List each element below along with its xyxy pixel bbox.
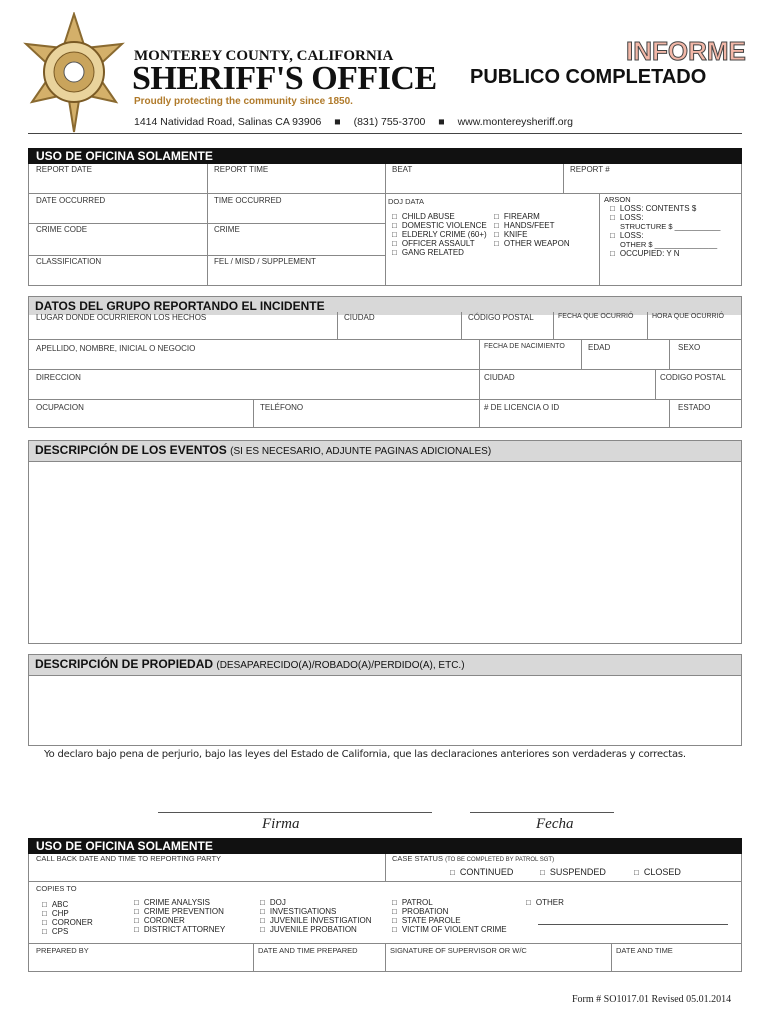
informe-title: INFORME [626, 36, 746, 66]
doj-checkbox[interactable]: □ OTHER WEAPON [494, 239, 570, 248]
codigo-postal-field[interactable]: CÓDIGO POSTAL [462, 312, 554, 340]
propiedad-textarea[interactable] [28, 672, 742, 746]
contact-line [134, 116, 573, 128]
doj-checkbox[interactable]: □ ELDERLY CRIME (60+) [392, 230, 487, 239]
copies-checkbox[interactable]: □ PROBATION [392, 907, 507, 916]
copies-checkbox[interactable]: □ DOJ [260, 898, 372, 907]
closed-checkbox[interactable]: □ CLOSED [634, 868, 681, 877]
callback-field[interactable]: CALL BACK DATE AND TIME TO REPORTING PARTY [28, 854, 386, 882]
date-time-field[interactable]: DATE AND TIME [616, 946, 673, 955]
doj-checkbox[interactable]: □ OFFICER ASSAULT [392, 239, 487, 248]
doj-checkbox[interactable]: □ DOMESTIC VIOLENCE [392, 221, 487, 230]
telefono-field[interactable]: TELÉFONO [254, 400, 480, 428]
hora-ocurrio-field[interactable]: HORA QUE OCURRIÓ [648, 312, 742, 340]
codigo-postal2-field[interactable]: CODIGO POSTAL [656, 370, 742, 400]
copies-checkbox[interactable]: □ DISTRICT ATTORNEY [134, 925, 225, 934]
fecha-nacimiento-field[interactable]: FECHA DE NACIMIENTO [480, 340, 582, 370]
date-prepared-field[interactable]: DATE AND TIME PREPARED [254, 944, 386, 972]
office-name: SHERIFF'S OFFICE [132, 60, 437, 97]
report-time-field[interactable]: REPORT TIME [208, 164, 386, 194]
tagline: Proudly protecting the community since 1850. [134, 96, 353, 107]
fel-misd-field[interactable]: FEL / MISD / SUPPLEMENT [208, 256, 386, 286]
copies-checkbox[interactable]: □ CORONER [134, 916, 225, 925]
website-link[interactable]: www.montereysheriff.org [457, 116, 573, 128]
licencia-field[interactable]: # DE LICENCIA O ID [480, 400, 670, 428]
crime-field[interactable]: CRIME [208, 224, 386, 256]
firma-label: Firma [262, 816, 300, 832]
arson-structure-checkbox[interactable]: □ LOSS: [610, 213, 643, 222]
sexo-field[interactable]: SEXO [670, 340, 742, 370]
doj-checkbox[interactable]: □ KNIFE [494, 230, 570, 239]
continued-checkbox[interactable]: □ CONTINUED [450, 868, 513, 877]
firma-line[interactable] [158, 812, 432, 813]
form-number: Form # SO1017.01 Revised 05.01.2014 [572, 994, 732, 1005]
ciudad2-field[interactable]: CIUDAD [480, 370, 656, 400]
separator-icon: ■ [334, 116, 341, 128]
fecha-line[interactable] [470, 812, 614, 813]
sheriff-badge-icon [18, 12, 130, 136]
reporting-party-bar: DATOS DEL GRUPO REPORTANDO EL INCIDENTE [28, 296, 742, 315]
fecha-ocurrio-field[interactable]: FECHA QUE OCURRIÓ [554, 312, 648, 340]
arson-box: ARSON □ LOSS: CONTENTS $ □ LOSS: STRUCTURE $ ___________ □ LOSS: OTHER $ _______________ □ OCCUPIED: Y N [600, 194, 742, 286]
copies-checkbox[interactable]: □ CPS [42, 927, 93, 936]
time-occurred-field[interactable]: TIME OCCURRED [208, 194, 386, 224]
doj-checkbox[interactable]: □ HANDS/FEET [494, 221, 570, 230]
suspended-checkbox[interactable]: □ SUSPENDED [540, 868, 606, 877]
other-checkbox[interactable]: □ OTHER [526, 898, 564, 907]
doj-checkbox[interactable]: □ CHILD ABUSE [392, 212, 487, 221]
address: 1414 Natividad Road, Salinas CA 93906 [134, 116, 322, 128]
copies-checkbox[interactable]: □ INVESTIGATIONS [260, 907, 372, 916]
beat-field[interactable]: BEAT [386, 164, 564, 194]
copies-checkbox[interactable]: □ STATE PAROLE [392, 916, 507, 925]
estado-field[interactable]: ESTADO [678, 403, 711, 412]
fecha-label: Fecha [536, 816, 574, 832]
copies-checkbox[interactable]: □ CRIME ANALYSIS [134, 898, 225, 907]
report-date-field[interactable]: REPORT DATE [28, 164, 208, 194]
classification-field[interactable]: CLASSIFICATION [28, 256, 208, 286]
prepared-by-field[interactable]: PREPARED BY [28, 944, 254, 972]
copies-checkbox[interactable]: □ VICTIM OF VIOLENT CRIME [392, 925, 507, 934]
copies-checkbox[interactable]: □ CRIME PREVENTION [134, 907, 225, 916]
county-name: MONTEREY COUNTY, CALIFORNIA [134, 48, 394, 64]
phone: (831) 755-3700 [353, 116, 426, 128]
publico-title: PUBLICO COMPLETADO [470, 66, 707, 88]
arson-contents-checkbox[interactable]: □ LOSS: CONTENTS $ [610, 204, 696, 213]
date-occurred-field[interactable]: DATE OCCURRED [28, 194, 208, 224]
doj-checkbox[interactable]: □ FIREARM [494, 212, 570, 221]
doj-checkbox[interactable]: □ GANG RELATED [392, 248, 487, 257]
lugar-field[interactable]: LUGAR DONDE OCURRIERON LOS HECHOS [28, 312, 338, 340]
crime-code-field[interactable]: CRIME CODE [28, 224, 208, 256]
propiedad-bar: DESCRIPCIÓN DE PROPIEDAD (DESAPARECIDO(A)/ROBADO(A)/PERDIDO(A), ETC.) [28, 654, 742, 676]
ocupacion-field[interactable]: OCUPACION [28, 400, 254, 428]
report-number-field[interactable]: REPORT # [564, 164, 742, 194]
copies-checkbox[interactable]: □ CORONER [42, 918, 93, 927]
copies-checkbox[interactable]: □ CHP [42, 909, 93, 918]
copies-checkbox[interactable]: □ JUVENILE PROBATION [260, 925, 372, 934]
apellido-field[interactable]: APELLIDO, NOMBRE, INICIAL O NEGOCIO [28, 340, 480, 370]
case-status-box: CASE STATUS (TO BE COMPLETED BY PATROL SGT) □ CONTINUED □ SUSPENDED □ CLOSED [386, 854, 742, 882]
other-line[interactable] [538, 924, 728, 925]
copies-checkbox[interactable]: □ PATROL [392, 898, 507, 907]
supervisor-signature-field[interactable]: SIGNATURE OF SUPERVISOR OR W/C [386, 944, 612, 972]
separator-icon: ■ [438, 116, 445, 128]
office-use-bar: USO DE OFICINA SOLAMENTE [28, 148, 742, 164]
copies-to-section: COPIES TO □ ABC □ CHP □ CORONER □ CPS □ CRIME ANALYSIS □ CRIME PREVENTION □ CORONER □ DISTRICT ATTORNEY □ DOJ □ INVESTIGATIONS □ JUVENILE INVESTIGATION □ JUVENILE PROBATION □ PATROL □ PROBATION □ STATE PAROLE □ VICTIM OF VIOLENT CRIME □ OTHER [28, 882, 742, 944]
direccion-field[interactable]: DIRECCION [28, 370, 480, 400]
arson-other-checkbox[interactable]: □ LOSS: [610, 231, 643, 240]
eventos-textarea[interactable] [28, 458, 742, 644]
eventos-bar: DESCRIPCIÓN DE LOS EVENTOS (SI ES NECESARIO, ADJUNTE PAGINAS ADICIONALES) [28, 440, 742, 462]
declaration-text: Yo declaro bajo pena de perjurio, bajo las leyes del Estado de California, que las declaraciones anteriores son verdaderas y correctas. [44, 749, 686, 760]
arson-occupied-checkbox[interactable]: □ OCCUPIED: Y N [610, 249, 680, 258]
doj-data-box: DOJ DATA □ CHILD ABUSE □ DOMESTIC VIOLENCE □ ELDERLY CRIME (60+) □ OFFICER ASSAULT □ GANG RELATED □ FIREARM □ HANDS/FEET □ KNIFE □ OTHER WEAPON [386, 194, 600, 286]
edad-field[interactable]: EDAD [582, 340, 670, 370]
ciudad-field[interactable]: CIUDAD [338, 312, 462, 340]
copies-checkbox[interactable]: □ ABC [42, 900, 93, 909]
copies-checkbox[interactable]: □ JUVENILE INVESTIGATION [260, 916, 372, 925]
office-use-bottom-bar: USO DE OFICINA SOLAMENTE [28, 838, 742, 854]
header-rule [28, 133, 742, 134]
